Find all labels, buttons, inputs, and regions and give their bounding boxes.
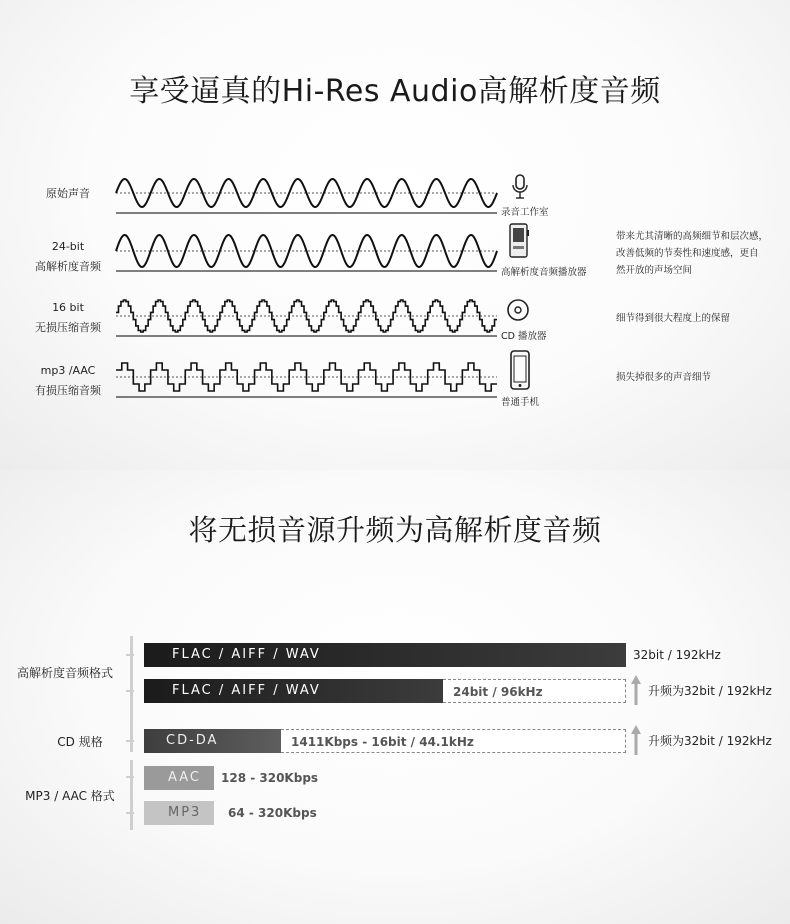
format-bar-hires-96k: FLAC / AIFF / WAV <box>144 679 443 703</box>
format-bar-hires-native: FLAC / AIFF / WAV <box>144 643 626 667</box>
group-bracket-lossy <box>130 760 133 830</box>
desc-line: 然开放的声场空间 <box>616 265 693 276</box>
desc-line: 改善低频的节奏性和速度感，更自 <box>616 248 759 259</box>
source-spec-mp3: 64 - 320Kbps <box>228 806 317 820</box>
row-label-line: 16 bit <box>52 301 84 314</box>
row-label-16bit <box>8 298 128 338</box>
bracket-tick <box>126 812 134 814</box>
source-spec-aac: 128 - 320Kbps <box>221 771 319 785</box>
bracket-tick <box>126 690 134 692</box>
device-caption-studio: 录音工作室 <box>501 207 549 218</box>
desc-line: 带来尤其清晰的高频细节和层次感， <box>616 231 769 242</box>
section2-title: 将无损音源升频为高解析度音频 <box>188 513 602 547</box>
microphone-icon <box>510 173 530 201</box>
upscale-label-cd: 升频为32bit / 192kHz <box>648 734 772 748</box>
hires-player-icon <box>508 222 530 260</box>
source-spec-cd: 1411Kbps - 16bit / 44.1kHz <box>281 729 626 753</box>
format-bar-aac: AAC <box>144 766 214 790</box>
row-label-line: 无损压缩音频 <box>35 321 101 334</box>
spec-label-native: 32bit / 192kHz <box>633 648 721 662</box>
group-label-cd: CD 规格 <box>57 735 103 749</box>
source-spec-96k: 24bit / 96kHz <box>443 679 626 703</box>
cd-disc-icon <box>505 297 531 323</box>
row-label-line: 原始声音 <box>46 187 90 200</box>
smartphone-icon <box>509 349 531 391</box>
group-label-mp3: MP3 / AAC 格式 <box>25 789 115 803</box>
row-label-24bit <box>8 237 128 277</box>
device-caption-phone: 普通手机 <box>501 397 540 408</box>
desc-16bit <box>616 310 781 327</box>
group-label-hires: 高解析度音频格式 <box>16 666 113 680</box>
row-label-line: 高解析度音频 <box>35 260 101 273</box>
upscale-label-96k: 升频为32bit / 192kHz <box>648 684 772 698</box>
row-label-original <box>8 184 128 204</box>
desc-24bit <box>616 228 781 279</box>
desc-mp3 <box>616 369 781 386</box>
row-label-line: mp3 /AAC <box>40 364 96 377</box>
upscale-arrow-icon <box>631 675 641 705</box>
desc-line: 细节得到很大程度上的保留 <box>616 313 731 324</box>
format-bar-cd: CD-DA <box>144 729 281 753</box>
row-label-line: 有损压缩音频 <box>35 384 101 397</box>
row-label-mp3 <box>8 361 128 401</box>
device-caption-cd-player: CD 播放器 <box>501 331 547 342</box>
format-bar-mp3: MP3 <box>144 801 214 825</box>
upscale-arrow-icon <box>631 725 641 755</box>
bracket-tick <box>126 776 134 778</box>
device-caption-hires-player: 高解析度音频播放器 <box>501 267 587 278</box>
row-label-line: 24-bit <box>51 240 85 253</box>
bracket-tick <box>126 654 134 656</box>
desc-line: 损失掉很多的声音细节 <box>616 372 712 383</box>
section1-title: 享受逼真的Hi-Res Audio高解析度音频 <box>129 74 661 109</box>
